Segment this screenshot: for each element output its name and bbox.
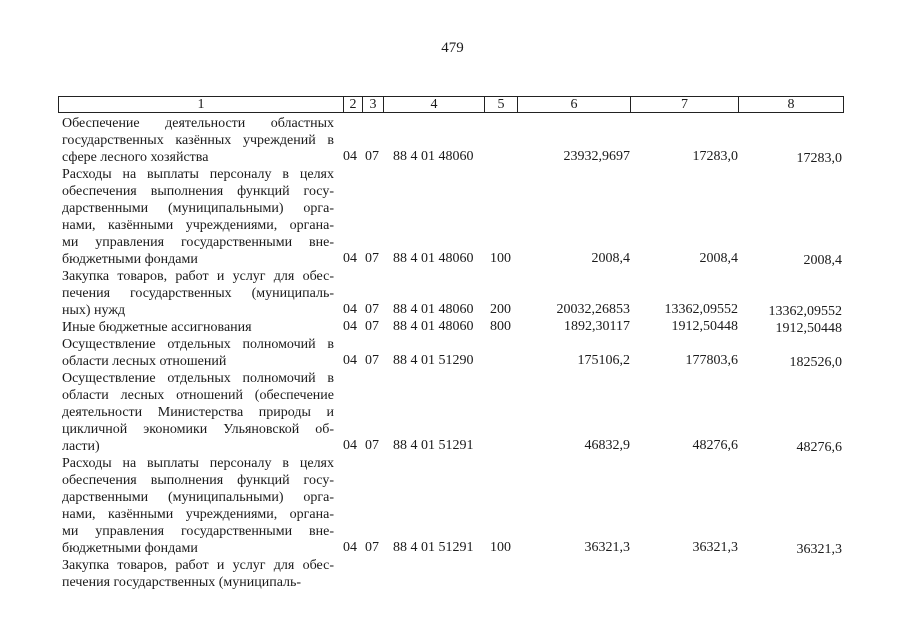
row-value-col-7: 17283,0 xyxy=(692,149,738,164)
description-line: Осуществление отдельных полномочий в xyxy=(62,371,334,386)
row-description xyxy=(62,557,334,591)
row-description xyxy=(62,166,334,268)
header-col-1: 1 xyxy=(197,97,205,112)
row-subsection-code: 07 xyxy=(365,353,379,368)
description-line: деятельности Министерства природы и xyxy=(62,405,334,420)
row-value-col-7: 1912,50448 xyxy=(671,319,738,334)
row-value-col-7: 13362,09552 xyxy=(664,302,738,317)
description-line: Обеспечение деятельности областных xyxy=(62,116,334,131)
row-target-article: 88 4 01 51291 xyxy=(393,540,474,555)
row-expense-type: 800 xyxy=(490,319,511,334)
description-line: дарственными (муниципальными) орга- xyxy=(62,201,334,216)
description-line: печения государственных (муниципаль- xyxy=(62,575,302,590)
row-target-article: 88 4 01 51290 xyxy=(393,353,474,368)
row-subsection-code: 07 xyxy=(365,319,379,334)
header-col-6: 6 xyxy=(517,97,630,112)
description-line: Расходы на выплаты персоналу в целях xyxy=(62,456,334,471)
description-line: Закупка товаров, работ и услуг для обес- xyxy=(62,558,334,573)
header-col-2: 2 xyxy=(343,97,362,112)
row-target-article: 88 4 01 51291 xyxy=(393,438,474,453)
table-header xyxy=(58,96,844,113)
header-col-3: 3 xyxy=(362,97,383,112)
row-target-article: 88 4 01 48060 xyxy=(393,149,474,164)
row-subsection-code: 07 xyxy=(365,302,379,317)
row-subsection-code: 07 xyxy=(365,149,379,164)
header-col-4: 4 xyxy=(383,97,484,112)
header-col-8: 8 xyxy=(738,97,843,112)
row-section-code: 04 xyxy=(343,438,357,453)
description-line: области лесных отношений xyxy=(62,354,227,369)
description-line: цикличной экономики Ульяновской об- xyxy=(62,422,334,437)
row-value-col-8: 2008,4 xyxy=(803,253,842,268)
row-description xyxy=(62,115,334,166)
row-value-col-6: 1892,30117 xyxy=(564,319,630,334)
row-value-col-8: 182526,0 xyxy=(789,355,842,370)
description-line: ласти) xyxy=(62,439,100,454)
description-line: нами, казёнными учреждениями, органа- xyxy=(62,507,334,522)
row-value-col-7: 177803,6 xyxy=(685,353,738,368)
description-line: нами, казёнными учреждениями, органа- xyxy=(62,218,334,233)
row-section-code: 04 xyxy=(343,149,357,164)
row-description xyxy=(62,268,334,319)
row-value-col-6: 175106,2 xyxy=(577,353,630,368)
row-expense-type: 200 xyxy=(490,302,511,317)
row-value-col-6: 46832,9 xyxy=(584,438,630,453)
description-line: обеспечения выполнения функций госу- xyxy=(62,184,334,199)
row-value-col-7: 36321,3 xyxy=(692,540,738,555)
row-subsection-code: 07 xyxy=(365,438,379,453)
row-value-col-8: 17283,0 xyxy=(796,151,842,166)
description-line: Закупка товаров, работ и услуг для обес- xyxy=(62,269,334,284)
row-value-col-8: 1912,50448 xyxy=(775,321,842,336)
row-value-col-6: 36321,3 xyxy=(584,540,630,555)
description-line: дарственными (муниципальными) орга- xyxy=(62,490,334,505)
row-description xyxy=(62,370,334,455)
description-line: бюджетными фондами xyxy=(62,252,198,267)
description-line: Иные бюджетные ассигнования xyxy=(62,320,252,335)
row-section-code: 04 xyxy=(343,319,357,334)
row-value-col-8: 13362,09552 xyxy=(768,304,842,319)
description-line: бюджетными фондами xyxy=(62,541,198,556)
page-number: 479 xyxy=(441,40,464,56)
row-section-code: 04 xyxy=(343,302,357,317)
row-section-code: 04 xyxy=(343,540,357,555)
row-description xyxy=(62,319,334,336)
description-line: ных) нужд xyxy=(62,303,126,318)
row-section-code: 04 xyxy=(343,353,357,368)
row-value-col-6: 2008,4 xyxy=(591,251,630,266)
description-line: печения государственных (муниципаль- xyxy=(62,286,334,301)
row-target-article: 88 4 01 48060 xyxy=(393,319,474,334)
description-line: государственных казённых учреждений в xyxy=(62,133,334,148)
description-line: сфере лесного хозяйства xyxy=(62,150,209,165)
row-description xyxy=(62,455,334,557)
header-col-7: 7 xyxy=(630,97,738,112)
description-line: Расходы на выплаты персоналу в целях xyxy=(62,167,334,182)
description-line: ми управления государственными вне- xyxy=(62,235,334,250)
row-target-article: 88 4 01 48060 xyxy=(393,251,474,266)
row-value-col-7: 48276,6 xyxy=(692,438,738,453)
row-value-col-8: 36321,3 xyxy=(796,542,842,557)
row-subsection-code: 07 xyxy=(365,540,379,555)
row-description xyxy=(62,336,334,370)
row-value-col-6: 20032,26853 xyxy=(556,302,630,317)
row-target-article: 88 4 01 48060 xyxy=(393,302,474,317)
row-value-col-6: 23932,9697 xyxy=(563,149,630,164)
row-section-code: 04 xyxy=(343,251,357,266)
row-expense-type: 100 xyxy=(490,540,511,555)
row-subsection-code: 07 xyxy=(365,251,379,266)
description-line: ми управления государственными вне- xyxy=(62,524,334,539)
row-expense-type: 100 xyxy=(490,251,511,266)
header-col-5: 5 xyxy=(484,97,517,112)
row-value-col-8: 48276,6 xyxy=(796,440,842,455)
description-line: области лесных отношений (обеспечение xyxy=(62,388,334,403)
row-value-col-7: 2008,4 xyxy=(699,251,738,266)
description-line: обеспечения выполнения функций госу- xyxy=(62,473,334,488)
description-line: Осуществление отдельных полномочий в xyxy=(62,337,334,352)
